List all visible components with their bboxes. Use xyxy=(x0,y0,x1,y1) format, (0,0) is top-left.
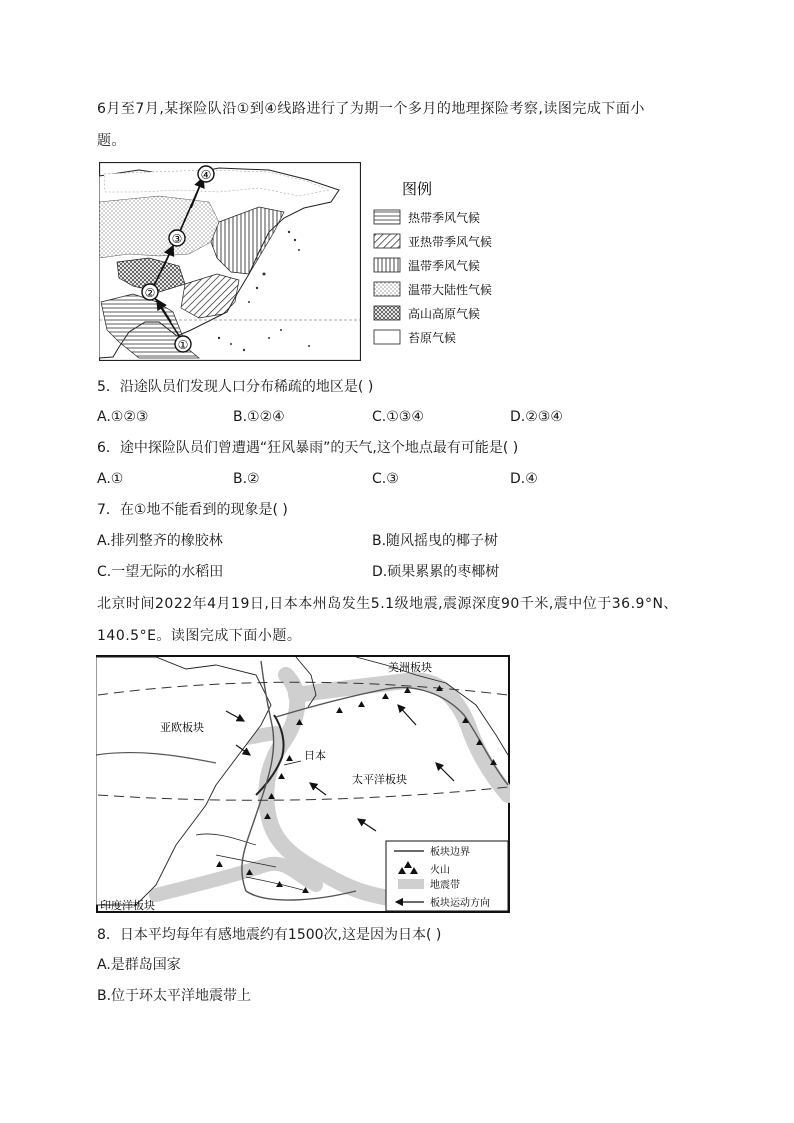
legend-label: 板块运动方向 xyxy=(430,898,490,909)
climate-map-svg xyxy=(99,162,361,361)
intro-line: 140.5°E。读图完成下面小题。 xyxy=(97,628,302,644)
q7-option-b[interactable]: B.随风摇曳的椰子树 xyxy=(372,533,499,549)
plate-legend xyxy=(386,841,508,911)
route-marker-4 xyxy=(198,166,214,182)
q7-option-d[interactable]: D.硕果累累的枣椰树 xyxy=(372,564,500,580)
route-label-1: ① xyxy=(177,338,189,352)
q6-option-a[interactable]: A.① xyxy=(97,471,124,487)
route-marker-3 xyxy=(169,230,185,246)
question-5-stem: 5．沿途队员们发现人口分布稀疏的地区是( ) xyxy=(97,379,374,395)
climate-legend-svg xyxy=(372,174,522,354)
legend-label: 板块边界 xyxy=(430,847,470,858)
q8-option-a[interactable]: A.是群岛国家 xyxy=(97,957,181,973)
q7-option-a[interactable]: A.排列整齐的橡胶林 xyxy=(97,533,223,549)
legend-label: 苔原气候 xyxy=(408,331,457,345)
legend-label: 温带季风气候 xyxy=(408,259,481,273)
question-8-stem: 8．日本平均每年有感地震约有1500次,这是因为日本( ) xyxy=(97,927,442,943)
intro-line: 北京时间2022年4月19日,日本本州岛发生5.1级地震,震源深度90千米,震中位于36.9°N、 xyxy=(97,596,678,612)
legend-label: 亚热带季风气候 xyxy=(408,235,493,249)
q8-option-b[interactable]: B.位于环太平洋地震带上 xyxy=(97,988,252,1004)
legend-item-temperate-monsoon xyxy=(374,258,480,273)
question-6-stem: 6．途中探险队员们曾遭遇“狂风暴雨”的天气,这个地点最有可能是( ) xyxy=(97,440,519,456)
route-label-2: ② xyxy=(144,286,156,300)
plate-map xyxy=(96,655,510,913)
label-pacific-plate: 太平洋板块 xyxy=(352,773,407,786)
question-7-stem: 7．在①地不能看到的现象是( ) xyxy=(97,502,288,518)
legend-item-highland xyxy=(374,306,480,321)
label-japan: 日本 xyxy=(304,749,326,762)
route-label-3: ③ xyxy=(171,232,183,246)
plate-map-svg xyxy=(96,655,510,913)
legend-label: 高山高原气候 xyxy=(408,307,481,321)
legend-item-tundra xyxy=(374,330,456,345)
intro-line: 6月至7月,某探险队沿①到④线路进行了为期一个多月的地理探险考察,读图完成下面小 xyxy=(97,101,645,117)
climate-route-map xyxy=(99,162,361,361)
legend-item-subtropical-monsoon xyxy=(374,234,492,249)
route-marker-1 xyxy=(175,336,191,352)
intro-paragraph-1 xyxy=(97,96,645,154)
q6-option-c[interactable]: C.③ xyxy=(372,471,399,487)
q5-option-a[interactable]: A.①②③ xyxy=(97,409,149,425)
label-american-plate: 美洲板块 xyxy=(388,661,432,674)
legend-item-temperate-continental xyxy=(374,282,492,297)
label-eurasian-plate: 亚欧板块 xyxy=(160,721,204,734)
q6-option-b[interactable]: B.② xyxy=(233,471,260,487)
legend-label: 温带大陆性气候 xyxy=(408,283,493,297)
intro-line: 题。 xyxy=(97,133,126,149)
q5-option-c[interactable]: C.①③④ xyxy=(372,409,424,425)
legend-title: 图例 xyxy=(402,180,433,198)
q7-option-c[interactable]: C.一望无际的水稻田 xyxy=(97,564,224,580)
label-indian-plate: 印度洋板块 xyxy=(100,899,155,912)
route-marker-2 xyxy=(142,284,158,300)
q5-option-b[interactable]: B.①②④ xyxy=(233,409,285,425)
legend-label: 热带季风气候 xyxy=(408,211,481,225)
q5-option-d[interactable]: D.②③④ xyxy=(510,409,563,425)
q6-option-d[interactable]: D.④ xyxy=(510,471,538,487)
legend-label: 火山 xyxy=(430,865,450,876)
climate-legend xyxy=(372,174,522,354)
route-label-4: ④ xyxy=(200,168,212,182)
intro-paragraph-2 xyxy=(97,591,678,649)
legend-item-tropical-monsoon xyxy=(374,210,480,225)
legend-label: 地震带 xyxy=(430,880,460,891)
